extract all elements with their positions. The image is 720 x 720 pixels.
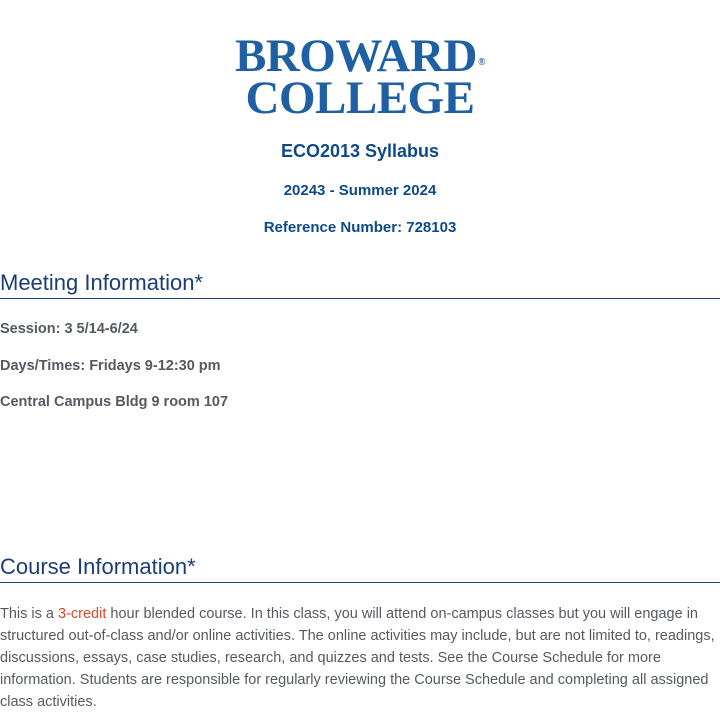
broward-college-logo (0, 30, 720, 124)
logo-registered-mark: ® (477, 57, 485, 68)
location-line: Central Campus Bldg 9 room 107 (0, 394, 229, 410)
course-text-start: This is a (0, 606, 59, 622)
course-information-heading: Course Information* (0, 553, 720, 583)
logo-line-1: BROWARD (235, 30, 477, 82)
syllabus-title: ECO2013 Syllabus (280, 141, 440, 161)
credit-hours-link[interactable]: 3-credit (58, 606, 107, 622)
term-label: 20243 - Summer 2024 (283, 182, 437, 199)
course-text-rest: hour blended course. In this class, you will attend on-campus classes but you will engage in structured out-of-class and/or online activities. The online activities may include, but are not limited to, readings, discussions, essays, case studies, research, and quizzes and tests. See the Course Schedule for more information. Students are responsible for regularly reviewing the Course Schedule and completing all assigned class activities. (0, 606, 715, 710)
meeting-information-heading: Meeting Information* (0, 269, 720, 299)
days-times-line: Days/Times: Fridays 9-12:30 pm (0, 358, 221, 374)
session-line: Session: 3 5/14-6/24 (0, 321, 138, 337)
reference-number: Reference Number: 728103 (263, 219, 457, 236)
logo-line-2: COLLEGE (245, 72, 475, 124)
course-description (0, 603, 720, 713)
